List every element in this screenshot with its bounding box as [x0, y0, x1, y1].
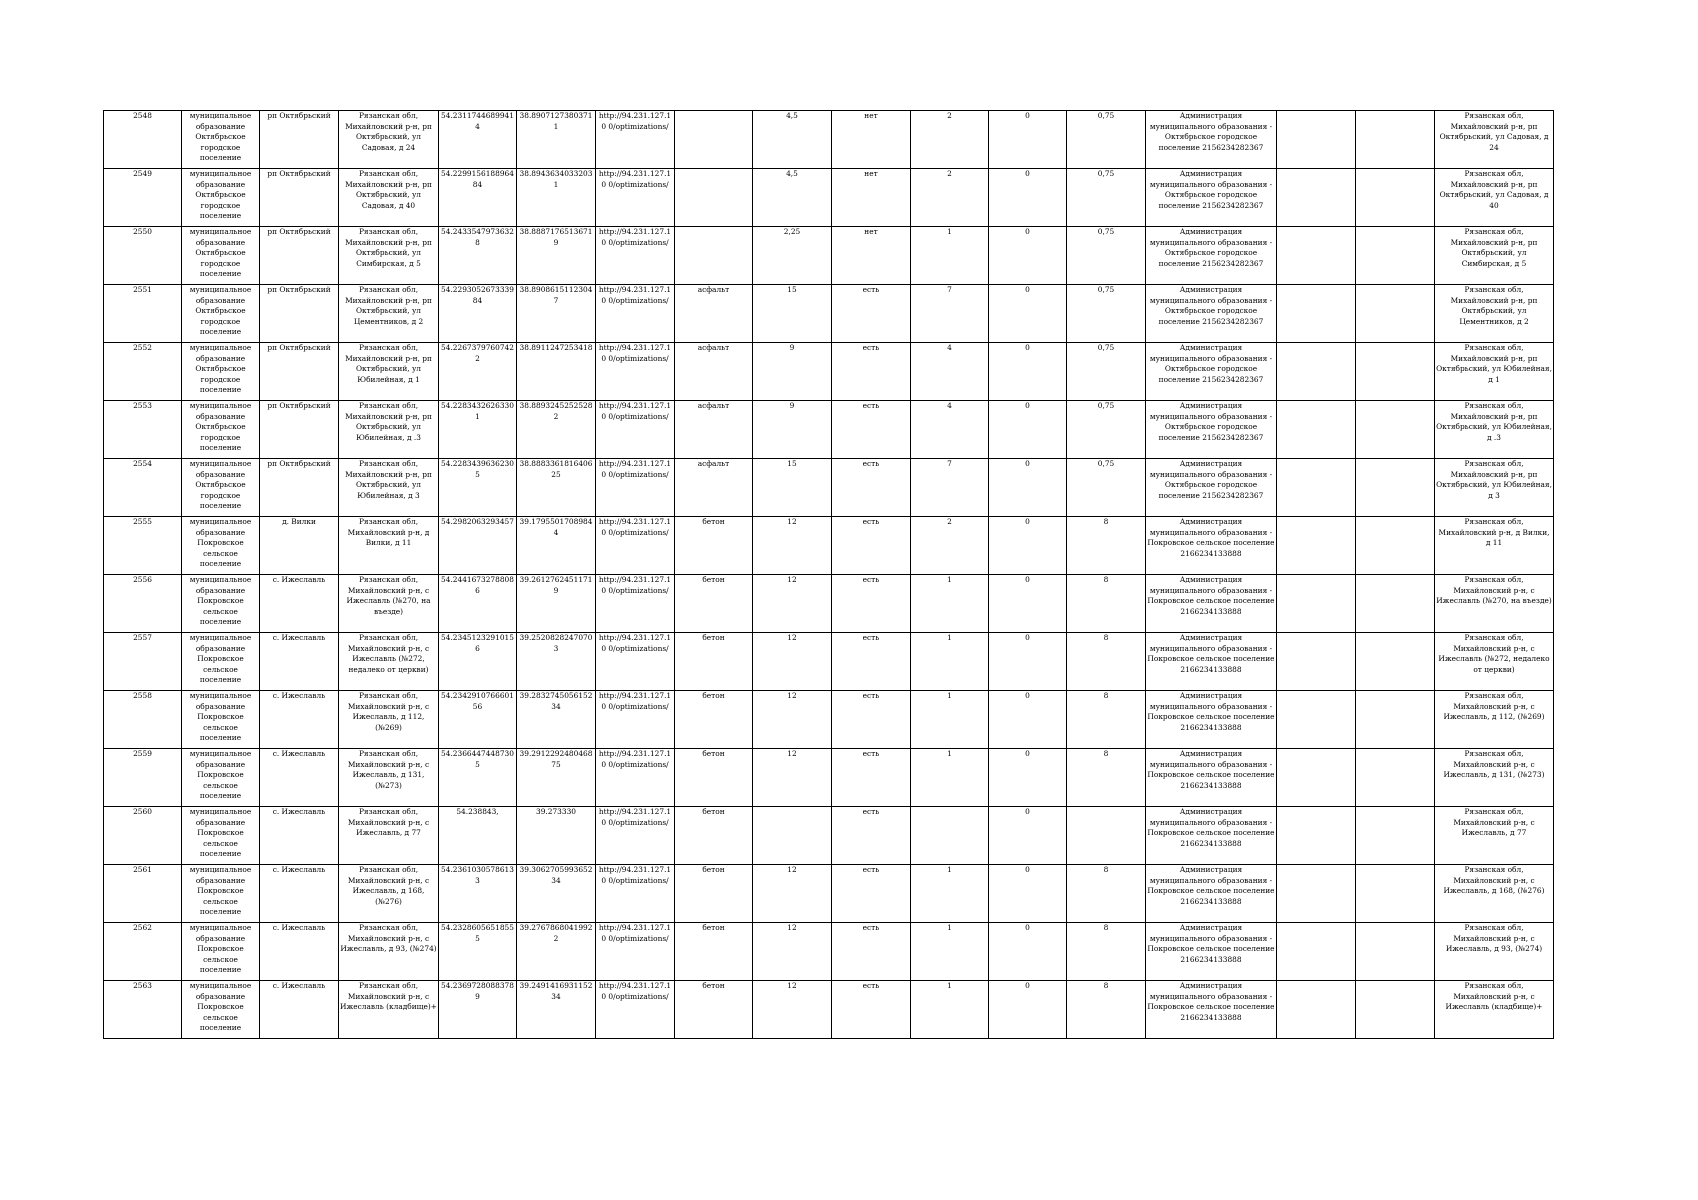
latitude-cell: 54.2311744689941 4: [439, 111, 517, 169]
site-owner-cell: Администрация муниципального образования - Октябрьское городское поселение 2156234282367: [1146, 227, 1277, 285]
municipality-cell: муниципальное образование Октябрьское городское поселение: [182, 169, 260, 227]
table-row: [104, 575, 1554, 633]
site-area-cell: 9: [753, 401, 832, 459]
map-link-cell: http://94.231.127.10 0/optimizations/: [596, 865, 675, 923]
empty-cell-cell: [1277, 169, 1356, 227]
municipality-cell: муниципальное образование Покровское сельское поселение: [182, 807, 260, 865]
waste-source-cell: Рязанская обл, Михайловский р-н, с Ижеславль, д 131, (№273): [1435, 749, 1554, 807]
container-volume-cell: 0,75: [1067, 343, 1146, 401]
site-owner-cell: Администрация муниципального образования - Покровское сельское поселение 2166234133888: [1146, 981, 1277, 1039]
settlement-cell: с. Ижеславль: [260, 923, 339, 981]
longitude-cell: 39.3062705993652 34: [517, 865, 596, 923]
empty-cell-cell: [1356, 691, 1435, 749]
site-area-cell: 4,5: [753, 111, 832, 169]
empty-cell-cell: [1356, 923, 1435, 981]
map-link-cell: http://94.231.127.10 0/optimizations/: [596, 517, 675, 575]
empty-cell-cell: [1277, 633, 1356, 691]
longitude-cell: 39.2832745056152 34: [517, 691, 596, 749]
record-number-cell: 2557: [104, 633, 182, 691]
empty-cell-cell: [1356, 343, 1435, 401]
site-area-cell: 12: [753, 923, 832, 981]
surface-type-cell: бетон: [675, 865, 753, 923]
container-count-cell: 1: [911, 865, 989, 923]
map-link-cell: http://94.231.127.10 0/optimizations/: [596, 691, 675, 749]
site-owner-cell: Администрация муниципального образования - Покровское сельское поселение 2166234133888: [1146, 749, 1277, 807]
container-volume-cell: 0,75: [1067, 459, 1146, 517]
settlement-cell: с. Ижеславль: [260, 807, 339, 865]
empty-cell-cell: [1356, 285, 1435, 343]
container-volume-cell: 8: [1067, 517, 1146, 575]
empty-cell-cell: [1277, 459, 1356, 517]
site-address-cell: Рязанская обл, Михайловский р-н, с Ижеславль (№272, недалеко от церкви): [339, 633, 439, 691]
site-address-cell: Рязанская обл, Михайловский р-н, рп Октябрьский, ул Цементников, д 2: [339, 285, 439, 343]
fencing-cell: нет: [832, 169, 911, 227]
surface-type-cell: [675, 111, 753, 169]
site-area-cell: 15: [753, 459, 832, 517]
bunker-count-cell: 0: [989, 749, 1067, 807]
site-area-cell: 12: [753, 691, 832, 749]
record-number-cell: 2559: [104, 749, 182, 807]
latitude-cell: 54.2369728088378 9: [439, 981, 517, 1039]
surface-type-cell: бетон: [675, 517, 753, 575]
container-volume-cell: 0,75: [1067, 111, 1146, 169]
site-area-cell: 15: [753, 285, 832, 343]
site-address-cell: Рязанская обл, Михайловский р-н, рп Октябрьский, ул Юбилейная, д 1: [339, 343, 439, 401]
municipality-cell: муниципальное образование Покровское сельское поселение: [182, 633, 260, 691]
map-link-cell: http://94.231.127.10 0/optimizations/: [596, 227, 675, 285]
record-number-cell: 2561: [104, 865, 182, 923]
container-volume-cell: 8: [1067, 865, 1146, 923]
fencing-cell: нет: [832, 227, 911, 285]
table-row: [104, 285, 1554, 343]
site-owner-cell: Администрация муниципального образования - Покровское сельское поселение 2166234133888: [1146, 633, 1277, 691]
empty-cell-cell: [1356, 865, 1435, 923]
bunker-count-cell: 0: [989, 227, 1067, 285]
record-number-cell: 2552: [104, 343, 182, 401]
map-link-cell: http://94.231.127.10 0/optimizations/: [596, 749, 675, 807]
container-volume-cell: 8: [1067, 981, 1146, 1039]
site-owner-cell: Администрация муниципального образования - Октябрьское городское поселение 2156234282367: [1146, 285, 1277, 343]
site-address-cell: Рязанская обл, Михайловский р-н, рп Октябрьский, ул Юбилейная, д 3: [339, 459, 439, 517]
site-address-cell: Рязанская обл, Михайловский р-н, рп Октябрьский, ул Симбирская, д 5: [339, 227, 439, 285]
settlement-cell: д. Вилки: [260, 517, 339, 575]
bunker-count-cell: 0: [989, 865, 1067, 923]
container-count-cell: 1: [911, 749, 989, 807]
bunker-count-cell: 0: [989, 111, 1067, 169]
container-count-cell: 7: [911, 285, 989, 343]
site-owner-cell: Администрация муниципального образования - Октябрьское городское поселение 2156234282367: [1146, 111, 1277, 169]
latitude-cell: 54.2283439636230 5: [439, 459, 517, 517]
fencing-cell: есть: [832, 575, 911, 633]
container-count-cell: 1: [911, 227, 989, 285]
site-area-cell: 12: [753, 749, 832, 807]
surface-type-cell: асфальт: [675, 343, 753, 401]
table-row: [104, 981, 1554, 1039]
registry-rows: [104, 111, 1554, 1039]
container-volume-cell: 0,75: [1067, 227, 1146, 285]
longitude-cell: 39.2612762451171 9: [517, 575, 596, 633]
settlement-cell: рп Октябрьский: [260, 111, 339, 169]
longitude-cell: 39.2912292480468 75: [517, 749, 596, 807]
container-count-cell: 1: [911, 981, 989, 1039]
record-number-cell: 2551: [104, 285, 182, 343]
empty-cell-cell: [1356, 459, 1435, 517]
latitude-cell: 54.2361030578613 3: [439, 865, 517, 923]
map-link-cell: http://94.231.127.10 0/optimizations/: [596, 401, 675, 459]
empty-cell-cell: [1356, 981, 1435, 1039]
municipality-cell: муниципальное образование Покровское сельское поселение: [182, 575, 260, 633]
empty-cell-cell: [1356, 111, 1435, 169]
site-owner-cell: Администрация муниципального образования - Покровское сельское поселение 2166234133888: [1146, 865, 1277, 923]
bunker-count-cell: 0: [989, 575, 1067, 633]
empty-cell-cell: [1277, 691, 1356, 749]
empty-cell-cell: [1277, 749, 1356, 807]
settlement-cell: с. Ижеславль: [260, 865, 339, 923]
surface-type-cell: бетон: [675, 749, 753, 807]
fencing-cell: есть: [832, 691, 911, 749]
surface-type-cell: бетон: [675, 807, 753, 865]
latitude-cell: 54.2366447448730 5: [439, 749, 517, 807]
waste-source-cell: Рязанская обл, Михайловский р-н, рп Октябрьский, ул Юбилейная, д 3: [1435, 459, 1554, 517]
longitude-cell: 38.8907127380371 1: [517, 111, 596, 169]
empty-cell-cell: [1277, 865, 1356, 923]
map-link-cell: http://94.231.127.10 0/optimizations/: [596, 343, 675, 401]
map-link-cell: http://94.231.127.10 0/optimizations/: [596, 633, 675, 691]
record-number-cell: 2549: [104, 169, 182, 227]
map-link-cell: http://94.231.127.10 0/optimizations/: [596, 923, 675, 981]
site-address-cell: Рязанская обл, Михайловский р-н, с Ижеславль (кладбище)+: [339, 981, 439, 1039]
map-link-cell: http://94.231.127.10 0/optimizations/: [596, 285, 675, 343]
waste-source-cell: Рязанская обл, Михайловский р-н, рп Октябрьский, ул Юбилейная, д .3: [1435, 401, 1554, 459]
site-address-cell: Рязанская обл, Михайловский р-н, с Ижеславль, д 112, (№269): [339, 691, 439, 749]
site-address-cell: Рязанская обл, Михайловский р-н, с Ижеславль (№270, на въезде): [339, 575, 439, 633]
bunker-count-cell: 0: [989, 981, 1067, 1039]
latitude-cell: 54.2345123291015 6: [439, 633, 517, 691]
container-count-cell: 2: [911, 169, 989, 227]
container-count-cell: 2: [911, 111, 989, 169]
settlement-cell: рп Октябрьский: [260, 343, 339, 401]
waste-source-cell: Рязанская обл, Михайловский р-н, рп Октябрьский, ул Симбирская, д 5: [1435, 227, 1554, 285]
longitude-cell: 38.8908615112304 7: [517, 285, 596, 343]
latitude-cell: 54.2328605651855 5: [439, 923, 517, 981]
container-count-cell: [911, 807, 989, 865]
empty-cell-cell: [1356, 227, 1435, 285]
empty-cell-cell: [1277, 923, 1356, 981]
site-area-cell: 12: [753, 633, 832, 691]
fencing-cell: есть: [832, 807, 911, 865]
empty-cell-cell: [1277, 981, 1356, 1039]
container-count-cell: 7: [911, 459, 989, 517]
empty-cell-cell: [1356, 517, 1435, 575]
bunker-count-cell: 0: [989, 633, 1067, 691]
municipality-cell: муниципальное образование Покровское сельское поселение: [182, 749, 260, 807]
settlement-cell: рп Октябрьский: [260, 285, 339, 343]
container-count-cell: 4: [911, 343, 989, 401]
municipality-cell: муниципальное образование Покровское сельское поселение: [182, 865, 260, 923]
surface-type-cell: бетон: [675, 923, 753, 981]
record-number-cell: 2556: [104, 575, 182, 633]
municipality-cell: муниципальное образование Октябрьское городское поселение: [182, 459, 260, 517]
latitude-cell: 54.2433547973632 8: [439, 227, 517, 285]
site-area-cell: 12: [753, 517, 832, 575]
site-area-cell: 12: [753, 981, 832, 1039]
settlement-cell: с. Ижеславль: [260, 749, 339, 807]
latitude-cell: 54.2293052673339 84: [439, 285, 517, 343]
table-row: [104, 807, 1554, 865]
map-link-cell: http://94.231.127.10 0/optimizations/: [596, 575, 675, 633]
container-volume-cell: [1067, 807, 1146, 865]
fencing-cell: есть: [832, 343, 911, 401]
table-row: [104, 749, 1554, 807]
container-volume-cell: 0,75: [1067, 285, 1146, 343]
fencing-cell: есть: [832, 401, 911, 459]
latitude-cell: 54.2267379760742 2: [439, 343, 517, 401]
record-number-cell: 2554: [104, 459, 182, 517]
empty-cell-cell: [1356, 401, 1435, 459]
record-number-cell: 2550: [104, 227, 182, 285]
site-address-cell: Рязанская обл, Михайловский р-н, с Ижеславль, д 168, (№276): [339, 865, 439, 923]
site-owner-cell: Администрация муниципального образования - Покровское сельское поселение 2166234133888: [1146, 575, 1277, 633]
table-row: [104, 111, 1554, 169]
longitude-cell: 39.2491416931152 34: [517, 981, 596, 1039]
latitude-cell: 54.2342910766601 56: [439, 691, 517, 749]
table-row: [104, 343, 1554, 401]
map-link-cell: http://94.231.127.10 0/optimizations/: [596, 459, 675, 517]
latitude-cell: 54.238843,: [439, 807, 517, 865]
surface-type-cell: бетон: [675, 981, 753, 1039]
container-count-cell: 4: [911, 401, 989, 459]
longitude-cell: 38.8883361816406 25: [517, 459, 596, 517]
settlement-cell: с. Ижеславль: [260, 575, 339, 633]
empty-cell-cell: [1277, 111, 1356, 169]
table-row: [104, 865, 1554, 923]
longitude-cell: 38.8893245252528 2: [517, 401, 596, 459]
longitude-cell: 39.2520828247070 3: [517, 633, 596, 691]
site-owner-cell: Администрация муниципального образования - Октябрьское городское поселение 2156234282367: [1146, 169, 1277, 227]
bunker-count-cell: 0: [989, 401, 1067, 459]
longitude-cell: 39.2767868041992 2: [517, 923, 596, 981]
record-number-cell: 2548: [104, 111, 182, 169]
waste-source-cell: Рязанская обл, Михайловский р-н, с Ижеславль, д 112, (№269): [1435, 691, 1554, 749]
bunker-count-cell: 0: [989, 923, 1067, 981]
site-owner-cell: Администрация муниципального образования - Покровское сельское поселение 2166234133888: [1146, 517, 1277, 575]
bunker-count-cell: 0: [989, 517, 1067, 575]
table-row: [104, 923, 1554, 981]
settlement-cell: с. Ижеславль: [260, 691, 339, 749]
municipality-cell: муниципальное образование Октябрьское городское поселение: [182, 343, 260, 401]
container-count-cell: 2: [911, 517, 989, 575]
bunker-count-cell: 0: [989, 169, 1067, 227]
longitude-cell: 38.8943634033203 1: [517, 169, 596, 227]
latitude-cell: 54.2283432626330 1: [439, 401, 517, 459]
waste-source-cell: Рязанская обл, Михайловский р-н, рп Октябрьский, ул Цементников, д 2: [1435, 285, 1554, 343]
site-area-cell: 12: [753, 575, 832, 633]
waste-source-cell: Рязанская обл, Михайловский р-н, с Ижеславль, д 77: [1435, 807, 1554, 865]
site-area-cell: [753, 807, 832, 865]
fencing-cell: есть: [832, 923, 911, 981]
latitude-cell: 54.2982063293457: [439, 517, 517, 575]
municipality-cell: муниципальное образование Октябрьское городское поселение: [182, 111, 260, 169]
fencing-cell: есть: [832, 633, 911, 691]
record-number-cell: 2562: [104, 923, 182, 981]
site-address-cell: Рязанская обл, Михайловский р-н, рп Октябрьский, ул Садовая, д 40: [339, 169, 439, 227]
table-row: [104, 169, 1554, 227]
bunker-count-cell: 0: [989, 285, 1067, 343]
site-owner-cell: Администрация муниципального образования - Октябрьское городское поселение 2156234282367: [1146, 401, 1277, 459]
empty-cell-cell: [1277, 285, 1356, 343]
site-area-cell: 9: [753, 343, 832, 401]
site-address-cell: Рязанская обл, Михайловский р-н, с Ижеславль, д 131, (№273): [339, 749, 439, 807]
site-address-cell: Рязанская обл, Михайловский р-н, д Вилки, д 11: [339, 517, 439, 575]
empty-cell-cell: [1277, 807, 1356, 865]
table-row: [104, 459, 1554, 517]
container-volume-cell: 8: [1067, 691, 1146, 749]
municipality-cell: муниципальное образование Октябрьское городское поселение: [182, 285, 260, 343]
empty-cell-cell: [1356, 749, 1435, 807]
site-address-cell: Рязанская обл, Михайловский р-н, с Ижеславль, д 77: [339, 807, 439, 865]
empty-cell-cell: [1356, 807, 1435, 865]
waste-source-cell: Рязанская обл, Михайловский р-н, с Ижеславль, д 168, (№276): [1435, 865, 1554, 923]
longitude-cell: 38.8887176513671 9: [517, 227, 596, 285]
empty-cell-cell: [1277, 343, 1356, 401]
map-link-cell: http://94.231.127.10 0/optimizations/: [596, 981, 675, 1039]
site-owner-cell: Администрация муниципального образования - Октябрьское городское поселение 2156234282367: [1146, 459, 1277, 517]
bunker-count-cell: 0: [989, 459, 1067, 517]
fencing-cell: есть: [832, 749, 911, 807]
waste-source-cell: Рязанская обл, Михайловский р-н, рп Октябрьский, ул Садовая, д 40: [1435, 169, 1554, 227]
site-address-cell: Рязанская обл, Михайловский р-н, с Ижеславль, д 93, (№274): [339, 923, 439, 981]
waste-source-cell: Рязанская обл, Михайловский р-н, рп Октябрьский, ул Юбилейная, д 1: [1435, 343, 1554, 401]
surface-type-cell: асфальт: [675, 401, 753, 459]
container-count-cell: 1: [911, 575, 989, 633]
bunker-count-cell: 0: [989, 691, 1067, 749]
settlement-cell: рп Октябрьский: [260, 227, 339, 285]
settlement-cell: рп Октябрьский: [260, 401, 339, 459]
longitude-cell: 39.1795501708984 4: [517, 517, 596, 575]
empty-cell-cell: [1277, 517, 1356, 575]
municipality-cell: муниципальное образование Покровское сельское поселение: [182, 923, 260, 981]
table-row: [104, 633, 1554, 691]
waste-source-cell: Рязанская обл, Михайловский р-н, д Вилки, д 11: [1435, 517, 1554, 575]
record-number-cell: 2560: [104, 807, 182, 865]
container-volume-cell: 8: [1067, 633, 1146, 691]
waste-source-cell: Рязанская обл, Михайловский р-н, с Ижеславль (кладбище)+: [1435, 981, 1554, 1039]
container-count-cell: 1: [911, 923, 989, 981]
record-number-cell: 2558: [104, 691, 182, 749]
empty-cell-cell: [1277, 227, 1356, 285]
settlement-cell: с. Ижеславль: [260, 633, 339, 691]
surface-type-cell: [675, 227, 753, 285]
map-link-cell: http://94.231.127.10 0/optimizations/: [596, 169, 675, 227]
surface-type-cell: бетон: [675, 575, 753, 633]
container-volume-cell: 8: [1067, 749, 1146, 807]
municipality-cell: муниципальное образование Покровское сельское поселение: [182, 981, 260, 1039]
empty-cell-cell: [1356, 169, 1435, 227]
longitude-cell: 38.8911247253418: [517, 343, 596, 401]
container-count-cell: 1: [911, 633, 989, 691]
settlement-cell: рп Октябрьский: [260, 169, 339, 227]
empty-cell-cell: [1277, 575, 1356, 633]
site-area-cell: 2,25: [753, 227, 832, 285]
municipality-cell: муниципальное образование Октябрьское городское поселение: [182, 401, 260, 459]
record-number-cell: 2563: [104, 981, 182, 1039]
bunker-count-cell: 0: [989, 343, 1067, 401]
table-row: [104, 227, 1554, 285]
latitude-cell: 54.2441673278808 6: [439, 575, 517, 633]
surface-type-cell: бетон: [675, 691, 753, 749]
site-owner-cell: Администрация муниципального образования - Покровское сельское поселение 2166234133888: [1146, 923, 1277, 981]
waste-source-cell: Рязанская обл, Михайловский р-н, с Ижеславль (№270, на въезде): [1435, 575, 1554, 633]
empty-cell-cell: [1356, 633, 1435, 691]
record-number-cell: 2555: [104, 517, 182, 575]
document-page: [103, 110, 1552, 1039]
table-row: [104, 517, 1554, 575]
container-count-cell: 1: [911, 691, 989, 749]
map-link-cell: http://94.231.127.10 0/optimizations/: [596, 111, 675, 169]
municipality-cell: муниципальное образование Покровское сельское поселение: [182, 691, 260, 749]
table-row: [104, 401, 1554, 459]
empty-cell-cell: [1277, 401, 1356, 459]
waste-source-cell: Рязанская обл, Михайловский р-н, с Ижеславль (№272, недалеко от церкви): [1435, 633, 1554, 691]
site-address-cell: Рязанская обл, Михайловский р-н, рп Октябрьский, ул Юбилейная, д .3: [339, 401, 439, 459]
municipality-cell: муниципальное образование Покровское сельское поселение: [182, 517, 260, 575]
container-volume-cell: 8: [1067, 575, 1146, 633]
fencing-cell: нет: [832, 111, 911, 169]
surface-type-cell: асфальт: [675, 285, 753, 343]
fencing-cell: есть: [832, 459, 911, 517]
site-area-cell: 12: [753, 865, 832, 923]
site-area-cell: 4,5: [753, 169, 832, 227]
surface-type-cell: [675, 169, 753, 227]
bunker-count-cell: 0: [989, 807, 1067, 865]
site-owner-cell: Администрация муниципального образования - Покровское сельское поселение 2166234133888: [1146, 807, 1277, 865]
site-owner-cell: Администрация муниципального образования - Октябрьское городское поселение 2156234282367: [1146, 343, 1277, 401]
waste-source-cell: Рязанская обл, Михайловский р-н, с Ижеславль, д 93, (№274): [1435, 923, 1554, 981]
registry-table: [103, 110, 1554, 1039]
container-volume-cell: 8: [1067, 923, 1146, 981]
fencing-cell: есть: [832, 865, 911, 923]
site-owner-cell: Администрация муниципального образования - Покровское сельское поселение 2166234133888: [1146, 691, 1277, 749]
map-link-cell: http://94.231.127.10 0/optimizations/: [596, 807, 675, 865]
fencing-cell: есть: [832, 285, 911, 343]
table-row: [104, 691, 1554, 749]
municipality-cell: муниципальное образование Октябрьское городское поселение: [182, 227, 260, 285]
surface-type-cell: бетон: [675, 633, 753, 691]
longitude-cell: 39.273330: [517, 807, 596, 865]
fencing-cell: есть: [832, 981, 911, 1039]
site-address-cell: Рязанская обл, Михайловский р-н, рп Октябрьский, ул Садовая, д 24: [339, 111, 439, 169]
latitude-cell: 54.2299156188964 84: [439, 169, 517, 227]
surface-type-cell: асфальт: [675, 459, 753, 517]
waste-source-cell: Рязанская обл, Михайловский р-н, рп Октябрьский, ул Садовая, д 24: [1435, 111, 1554, 169]
container-volume-cell: 0,75: [1067, 169, 1146, 227]
settlement-cell: с. Ижеславль: [260, 981, 339, 1039]
settlement-cell: рп Октябрьский: [260, 459, 339, 517]
empty-cell-cell: [1356, 575, 1435, 633]
record-number-cell: 2553: [104, 401, 182, 459]
container-volume-cell: 0,75: [1067, 401, 1146, 459]
fencing-cell: есть: [832, 517, 911, 575]
